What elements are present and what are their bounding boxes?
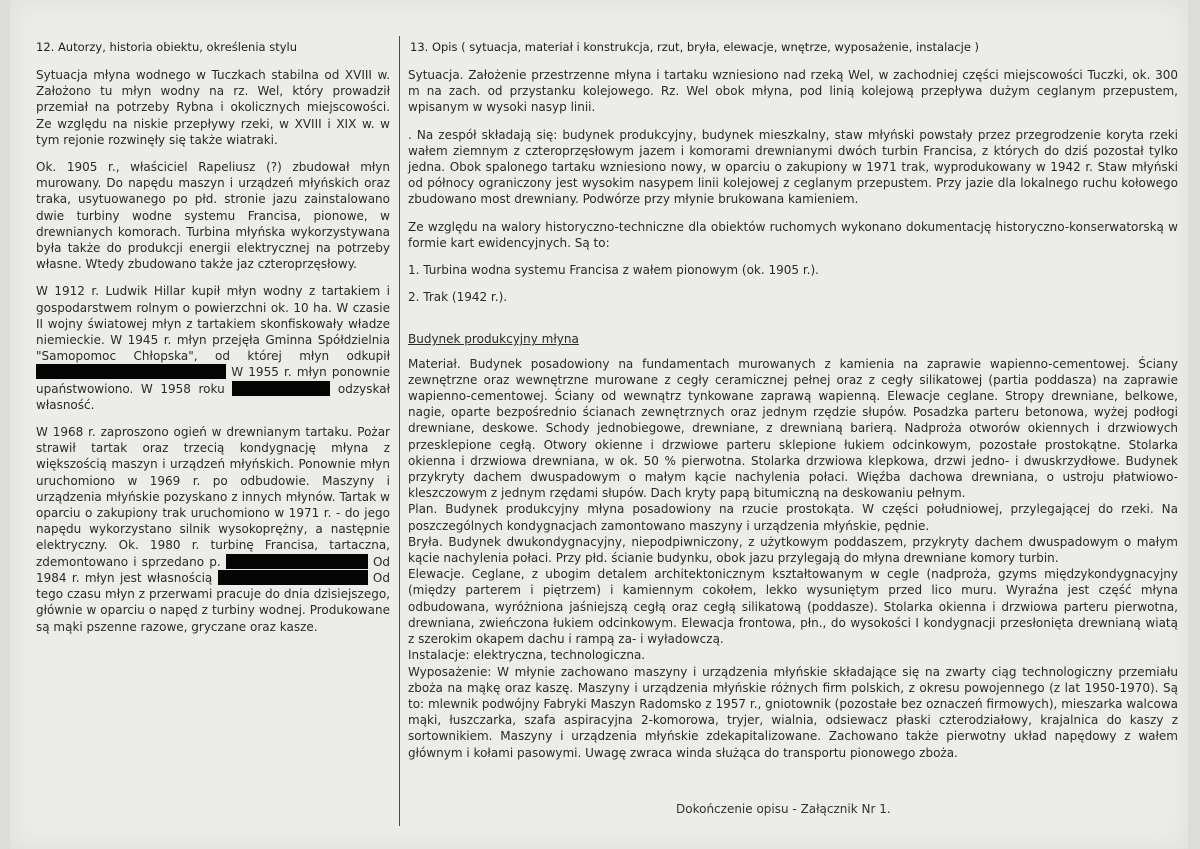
list-item-saw: 2. Trak (1942 r.).	[408, 290, 508, 305]
history-paragraph-3	[36, 283, 390, 413]
plan-paragraph: Plan. Budynek produkcyjny młyna posadowiony na rzucie prostokąta. W części południowej, przylegającej do rzeki. Na poszczególnych kondygnacjach zamontowano maszyny i urządzenia młyńskie, pędnie.	[408, 502, 1178, 533]
history-paragraph-4	[36, 424, 390, 635]
material-paragraph: Materiał. Budynek posadowiony na fundamentach murowanych z kamienia na zaprawie wapienno-cementowej. Ściany zewnętrzne oraz wewnętrzne murowane z cegły ceramicznej pełnej oraz z cegły silikatowej (partia poddasza) na zaprawie wapienno-cementowej. Ściany od wewnątrz tynkowane zaprawą wapienną. Elewacje ceglane. Stropy drewniane, belkowe, nagie, oparte bezpośrednio ścianach zewnętrznych oraz jednym rzędzie słupów. Posadzka parteru betonowa, wyżej podłogi drewniane, deskowe. Schody jednobiegowe, drewniane, z drewnianą barierą. Nadproża otworów okiennych i drzwiowych przesklepione cegłą. Otwory okienne i drzwiowe parteru sklepione łukiem odcinkowym, pozostałe prostokątne. Stolarka okienna i drzwiowa drewniana, w ok. 50 % pierwotna. Stolarka drzwiowa klepkowa, drzwi jedno- i dwuskrzydłowe. Budynek przykryty dachem dwuspadowym o małym kącie nachylenia połaci. Więźba dachowa drewniana, o ustroju płatwiowo-kleszczowym z jednym rzędami słupów. Dach kryty papą bitumiczną na deskowaniu pełnym.	[408, 356, 1178, 501]
history-text-segment: odzyskał własność.	[36, 381, 390, 412]
column-divider	[399, 36, 400, 826]
redaction-box	[226, 554, 368, 569]
footer-note: Dokończenie opisu - Załącznik Nr 1.	[676, 802, 891, 816]
situation-paragraph: Sytuacja. Założenie przestrzenne młyna i tartaku wzniesiono nad rzeką Wel, w zachodniej części miejscowości Tuczki, ok. 300 m na zach. od przystanku kolejowego. Rz. Wel obok młyna, pod linią kolejową przepływa dużym ceglanym przepustem, wpisanym w wysoki nasyp linii.	[408, 68, 1178, 115]
form-paragraph: Bryła. Budynek dwukondygnacyjny, niepodpiwniczony, z użytkowym poddaszem, przykryty dachem dwuspadowym o małym kącie nachylenia połaci. Przy płd. ścianie budynku, obok jazu przylegają do młyna drewniane komory turbin.	[408, 534, 1178, 566]
description-heading: 13. Opis ( sytuacja, materiał i konstrukcja, rzut, bryła, elewacje, wnętrze, wyposażenie, instalacje )	[410, 40, 980, 54]
history-heading: 12. Autorzy, historia obiektu, określenia stylu	[36, 40, 298, 54]
history-paragraph-2: Ok. 1905 r., właściciel Rapeliusz (?) zbudował młyn murowany. Do napędu maszyn i urządzeń młyńskich oraz traka, usytuowanego po płd. stronie jazu zainstalowano dwie turbiny wodne systemu Francisa, pionowe, w drewnianych komorach. Turbina młyńska wykorzystywana była także do produkcji energii elektrycznej na potrzeby własne. Wtedy zbudowano także jaz czteroprzęsłowy.	[36, 160, 390, 272]
redaction-box	[36, 364, 226, 379]
redaction-box	[232, 381, 330, 396]
documentation-paragraph: Ze względu na walory historyczno-techniczne dla obiektów ruchomych wykonano dokumentację historyczno-konserwatorską w formie kart ewidencyjnych. Są to:	[408, 219, 1178, 250]
equipment-paragraph: Wyposażenie: W młynie zachowano maszyny i urządzenia młyńskie składające się na zwarty ciąg technologiczny przemiału zboża na mąkę oraz kaszę. Maszyny i urządzenia młyńskie różnych firm polskich, z okresu powojennego (z lat 1950-1970). Są to: mlewnik podwójny Fabryki Maszyn Radomsko z 1957 r., gniotownik (pozostałe bez oznaczeń firmowych), mieszarka walcowa mąki, łuszczarka, szafa aspiracyjna 2-komorowa, tryjer, wialnia, odsiewacz płaski czterodziałowy, krajalnica do kaszy z sortownikiem. Maszyny i urządzenia młyńskie zdekapitalizowane. Zachowano także pierwotny układ napędowy z wałem głównym i kołami pasowymi. Uwagę zwraca winda służąca do transportu pionowego zboża.	[408, 664, 1178, 760]
description-text	[408, 67, 1178, 761]
section-title: Budynek produkcyjny młyna	[408, 332, 579, 347]
history-text-segment: Od 1984 r. młyn jest własnością	[36, 554, 390, 585]
history-text-segment: W 1955 r. młyn ponownie upaństwowiono. W 1958 roku	[36, 365, 390, 396]
history-text-segment: Od tego czasu młyn z przerwami pracuje do dnia dzisiejszego, głównie w oparciu o napęd z turbiny wodnej. Produkowane są mąki pszenne razowe, gryczane oraz kasze.	[36, 570, 390, 634]
elevations-paragraph: Elewacje. Ceglane, z ubogim detalem architektonicznym kształtowanym w cegle (nadproża, gzyms międzykondygnacyjny (między parterem i piętrzem) i kamiennym cokołem, lekko wysuniętym przed lico muru. Wyraźna jest część młyna odbudowana, wyróżniona jaśniejszą cegłą oraz cegłą silikatową (poddasze). Stolarka okienna i drzwiowa parteru pierwotna, drewniana, zwieńczona łukiem odcinkowym. Elewacja frontowa, płn., do wysokości I kondygnacji przesłonięta drewnianą wiatą z szerokim okapem dachu i rampą za- i wyładowczą.	[408, 567, 1178, 647]
complex-paragraph: . Na zespół składają się: budynek produkcyjny, budynek mieszkalny, staw młyński powstały przez przegrodzenie koryta rzeki wałem ziemnym z czteroprzęsłowym jazem i komorami drewnianymi dwóch turbin Francisa, z których do dziś pozostał tylko jedna. Obok spalonego tartaku wzniesiono nowy, w oparciu o zakupiony w 1971 trak, wyprodukowany w 1942 r. Staw młyński od północy ograniczony jest wysokim nasypem linii kolejowej z ceglanym przepustem. Przy jazie dla lokalnego ruchu kołowego zbudowano most drewniany. Podwórze przy młynie brukowana kamieniem.	[408, 127, 1178, 207]
redaction-box	[218, 570, 368, 585]
installations-paragraph: Instalacje: elektryczna, technologiczna.	[408, 648, 646, 663]
history-paragraph-1: Sytuacja młyna wodnego w Tuczkach stabilna od XVIII w. Założono tu młyn wodny na rz. Wel, który prowadził przemiał na potrzeby Rybna i okolicznych miejscowości. Ze względu na niskie przepływy rzeki, w XVIII i XIX w. w tym rejonie rozwinęły się także wiatraki.	[36, 68, 390, 147]
history-text	[36, 67, 390, 646]
document-page	[10, 0, 1188, 849]
history-text-segment: W 1912 r. Ludwik Hillar kupił młyn wodny z tartakiem i gospodarstwem rolnym o powierzchni ok. 10 ha. W czasie II wojny światowej młyn z tartakiem skonfiskowały władze niemieckie. W 1945 r. młyn przejęła Gminna Spółdzielnia "Samopomoc Chłopska", od której młyn odkupił	[36, 284, 390, 364]
history-text-segment: W 1968 r. zaproszono ogień w drewnianym tartaku. Pożar strawił tartak oraz trzecią kondygnację młyna z większością maszyn i urządzeń młyńskich. Ponownie młyn uruchomiono w 1969 r. po odbudowie. Maszyny i urządzenia młyńskie pozyskano z innych młynów. Tartak w oparciu o zakupiony trak uruchomiono w 1971 r. - do jego napędu wykorzystano silnik wysokoprężny, a następnie elektryczny. Ok. 1980 r. turbinę Francisa, tartaczna, zdemontowano i sprzedano p.	[36, 425, 390, 569]
list-item-turbine: 1. Turbina wodna systemu Francisa z wałem pionowym (ok. 1905 r.).	[408, 263, 819, 278]
